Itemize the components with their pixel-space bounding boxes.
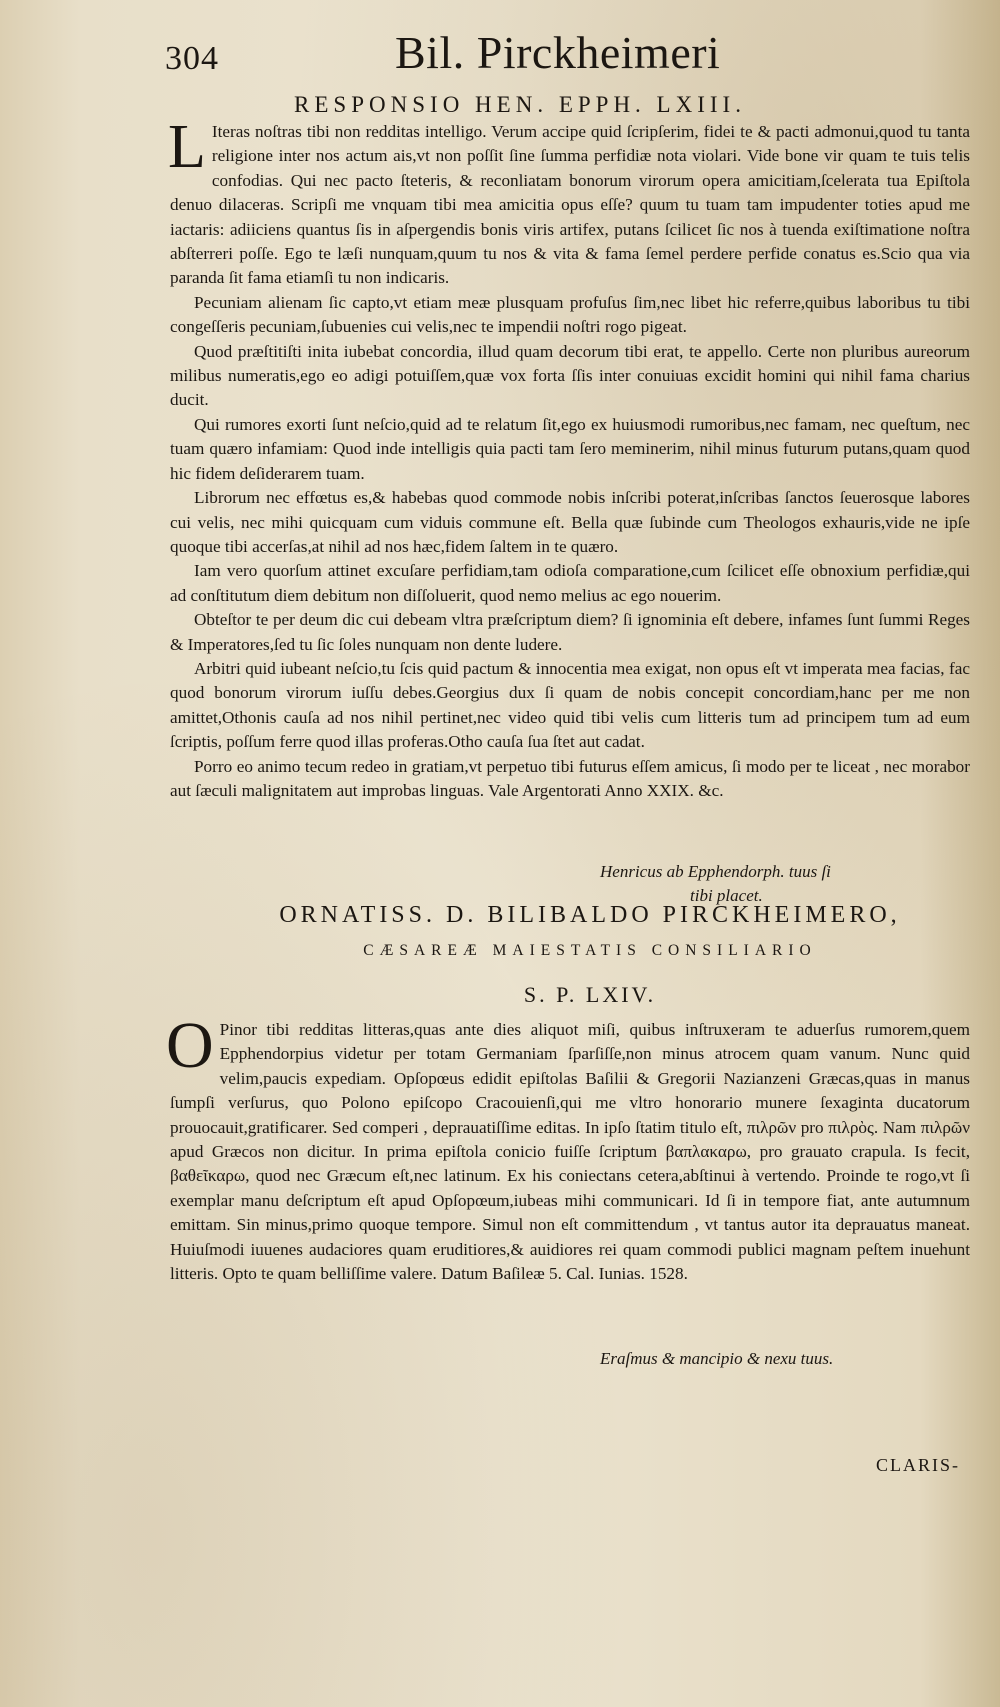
signature-line-1: Henricus ab Epphendorph. tuus ſi (600, 862, 831, 881)
letter-63-heading: RESPONSIO HEN. EPPH. LXIII. (294, 92, 746, 117)
page-number: 304 (165, 40, 219, 77)
running-title: Bil. Pirckheimeri (395, 27, 721, 78)
letter-63-body (168, 113, 970, 803)
signature-line-2: tibi placet. (690, 886, 763, 905)
letter-64-paragraph-1 (166, 1009, 970, 1286)
letter-63-paragraph-1 (168, 113, 970, 291)
paragraph-text: Pinor tibi redditas litteras,quas ante dies aliquot miſi, quibus inſtruxeram te aduerſus rumorem,quem Epphendorpius videtur per totam Germaniam ſparſiſſe,non minus atrocem quam vanum. Nunc quid velim,paucis expediam. Opſopœus edidit epiſtolas Baſilii & Gregorii Nazianzeni Græcas,quas in manus ſumpſi verſurus, quo Polono epiſcopo Cracouienſi,qui me vltro honorario munere ſexaginta ducatorum prouocauit,gratificarer. Sed comperi , deprauatiſſime editas. In ipſo ſtatim titulo eſt, πιλρῶν pro πιλρὸς. Nam πιλρῶν apud Græcos non dicitur. In prima epiſtola conicio fuiſſe ſcriptum βαπλακαρω, pro grauato crapula. Is fecit, βαθεῖκαρω, quod nec Græcum eſt,nec latinum. Ex his coniectans cetera,abſtinui à vertendo. Proinde te rogo,vt ſi exemplar manu deſcriptum eſt apud Opſopœum,iubeas mihi communicari. Id ſi in tempore fiat, ante autumnum emittam. Sin minus,primo quoque tempore. Simul non eſt committendum , vt tantus autor ita deprauatus maneat. Huiuſmodi iuuenes audaciores quam eruditiores,& auidiores rei quam commodi publici magnam peſtem inuehunt litteris. Opto te quam belliſſime valere. Datum Baſileæ 5. Cal. Iunias. 1528. (170, 1020, 970, 1284)
drop-cap-L: L (168, 113, 206, 181)
letter-63-paragraph-2: Pecuniam alienam ſic capto,vt etiam meæ plusquam profuſus ſim,nec libet hic referre,quibus laboribus tu tibi congeſſeris pecuniam,ſubuenies cui velis,nec te impendii noſtri rogo pigeat. (170, 292, 970, 337)
page-header (165, 22, 725, 82)
letter-63-signature (600, 860, 960, 908)
drop-cap-O: O (166, 1009, 214, 1082)
catchword: CLARIS- (875, 1455, 960, 1475)
letter-64-address: ORNATISS. D. BILIBALDO PIRCKHEIMERO, (279, 902, 901, 928)
letter-64-title: CÆSAREÆ MAIESTATIS CONSILIARIO (363, 942, 817, 959)
letter-63-paragraph-4: Qui rumores exorti ſunt neſcio,quid ad te relatum ſit,ego ex huiusmodi rumoribus,nec famam, nec queſtum, nec tuam quæro infamiam: Quod inde intelligis quia pacti tam ſero meminerim, nihil minus futurum putans,quam quod hic fidem deſiderarem tuam. (170, 414, 970, 483)
letter-63-paragraph-3: Quod præſtitiſti inita iubebat concordia, illud quam decorum tibi erat, te appello. Certe non pluribus aureorum milibus numeratis,ego eo adigi potuiſſem,quæ vox forta ſſis inter conuiuas excidit homini qui nihil fama charius ducit. (170, 341, 970, 410)
letter-63-paragraph-6: Iam vero quorſum attinet excuſare perfidiam,tam odioſa comparatione,cum ſcilicet eſſe obnoxium perfidiæ,qui ad conſtitutum diem debitum non diſſoluerit, quod nemo melius ac ego nouerim. (170, 561, 970, 605)
letter-64-number: S. P. LXIV. (523, 982, 657, 1007)
letter-64-body (166, 1009, 970, 1286)
letter-64-signature: Eraſmus & mancipio & nexu tuus. (600, 1349, 834, 1368)
paragraph-text: Iteras noſtras tibi non redditas intelligo. Verum accipe quid ſcripſerim, fidei te & pacti admonui,quod tu tanta religione inter nos actum ais,vt non poſſit ſine ſumma perfidiæ nota violari. Vide bone vir quam te tuis telis confodias. Qui nec pacto ſteteris, & reconliatam bonorum virorum opera amicitiam,ſcelerata tua Epiſtola denuo dilaceras. Scripſi me vnquam tibi mea amicitia opus eſſe? quum tu tuam tam impudenter toties apud me iactaris: adiiciens quantus ſis in aſpergendis bonis viris artifex, putans ſcilicet ſic nos à tuenda exiſtimatione noſtra abſterreri poſſe. Ego te læſi nunquam,quum tu nos & vita & fama ſemel perdere perfide conatus es.Scio qua via paranda ſit fama etiamſi tu non indicaris. (170, 122, 970, 288)
letter-63-paragraph-8: Arbitri quid iubeant neſcio,tu ſcis quid pactum & innocentia mea exigat, non opus eſt vt imperata mea facias, fac quod bonorum virorum iuſſu debes.Georgius dux ſi quam de nobis concepit concordiam,hanc per me non amittet,Othonis cauſa ad nos nihil pertinet,nec video quid tibi velis cum litteris tum ad principem tum ad eum ſcriptis, poſſum ferre quod illas proferas.Otho cauſa ſua ſtet aut cadat. (170, 658, 970, 752)
letter-63-paragraph-5: Librorum nec effœtus es,& habebas quod commode nobis inſcribi poterat,inſcribas ſanctos ſeuerosque labores cui velis, nec mihi quicquam cum viduis commune eſt. Bella quæ ſubinde cum Theologos exhauris,vide ne ipſe quoque tibi accerſas,at nihil ad nos hæc,fidem ſaltem in te quæro. (170, 488, 970, 556)
letter-63-paragraph-7: Obteſtor te per deum dic cui debeam vltra præſcriptum diem? ſi ignominia eſt debere, infames ſunt ſummi Reges & Imperatores,ſed tu ſic ſoles nunquam non dente ludere. (170, 610, 970, 654)
letter-63-paragraph-9: Porro eo animo tecum redeo in gratiam,vt perpetuo tibi futurus eſſem amicus, ſi modo per te liceat , nec morabor aut ſæculi malignitatem aut improbas linguas. Vale Argentorati Anno XXIX. &c. (170, 756, 970, 800)
